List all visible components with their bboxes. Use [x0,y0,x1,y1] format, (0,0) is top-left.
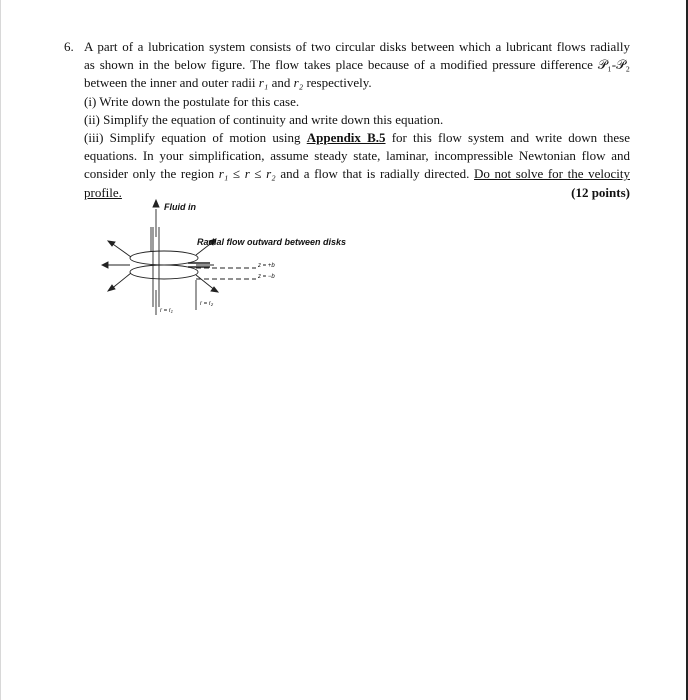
item-i: (i) Write down the postulate for this case. [84,93,300,109]
consider-mid: and a flow that is radially directed. [275,166,475,182]
lubrication-disks-figure [96,195,396,320]
question-line-eq: equations. In your simplification, assume steady state, laminar, incompressible Newtonian flow and [84,148,630,164]
question-number: 6. [64,39,74,54]
radial-arrowhead-sw [108,285,115,291]
question-line-3 [84,74,630,92]
horizontal-arrowhead-left [102,262,108,268]
profile-word: profile. [84,184,122,200]
line3-end: respectively. [303,75,372,91]
r-equals-r2-label: r = r₂ [200,301,214,307]
radius-r2: r₂ [293,75,304,91]
disks-diagram [96,195,396,320]
r-equals-r1-label: r = r₁ [160,308,173,314]
page-left-edge [0,0,1,700]
question-line-2: as shown in the below figure. The flow takes place because of a modified pressure difference 𝒫₁-𝒫₂ [84,57,630,73]
radius-r1: r₁ [258,75,269,91]
appendix-reference: Appendix B.5 [306,130,386,146]
z-plus-b-label: z = +b [258,263,275,269]
top-disk [130,251,198,265]
item3-text: (iii) Simplify equation of motion using [84,130,307,146]
radial-flow-label: Radial flow outward between disks [197,237,347,247]
question-line-consider [84,165,630,183]
question-line-1: A part of a lubrication system consists of two circular disks between which a lubricant flows radially [84,39,630,54]
fluid-in-label: Fluid in [164,202,196,212]
bottom-disk [130,265,198,279]
question-6 [64,38,630,202]
item3-end: for this flow system and write down these [385,130,630,146]
item-ii: (ii) Simplify the equation of continuity and write down this equation. [84,111,444,127]
points-label: (12 points) [571,184,630,200]
z-minus-b-label: z = −b [258,274,275,280]
region-inequality: r₁ ≤ r ≤ r₂ [218,166,276,182]
question-body [84,38,630,202]
consider-text: consider only the region [84,166,219,182]
do-not-solve-note: Do not solve for the velocity [474,166,630,182]
item-iii [84,129,630,147]
fluid-in-arrowhead [153,200,159,207]
line3-and: and [268,75,294,91]
line3-text: between the inner and outer radii [84,75,259,91]
